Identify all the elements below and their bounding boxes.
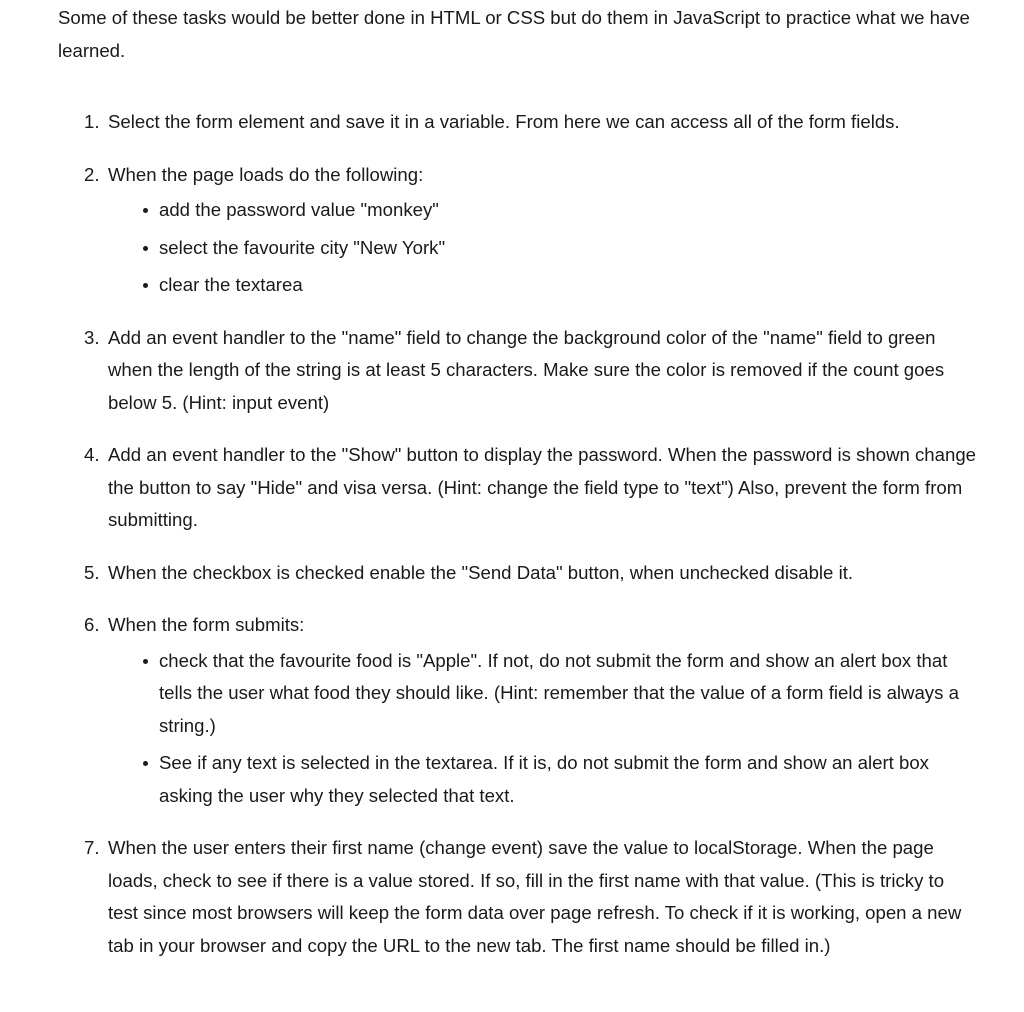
- task-text: When the user enters their first name (change event) save the value to localStorage. When the page loads, check to see if there is a value stored. If so, fill in the first name with that value. (This is tricky to test since most browsers will keep the form data over page refresh. To check if it is working, open a new tab in your browser and copy the URL to the new tab. The first name should be filled in.): [108, 837, 962, 956]
- task-item-4: [84, 439, 978, 537]
- bullet-icon: [143, 659, 148, 664]
- task-number: 6.: [84, 614, 100, 635]
- task-number: 7.: [84, 837, 100, 858]
- subtask-item: [159, 645, 969, 743]
- task-item-5: [84, 557, 978, 590]
- bullet-icon: [143, 208, 148, 213]
- task-number: 1.: [84, 111, 100, 132]
- subtask-list: [108, 645, 978, 813]
- subtask-text: See if any text is selected in the textarea. If it is, do not submit the form and show an alert box asking the user why they selected that text.: [159, 752, 929, 806]
- subtask-text: check that the favourite food is "Apple". If not, do not submit the form and show an alert box that tells the user what food they should like. (Hint: remember that the value of a form field is always a string.): [159, 649, 959, 736]
- intro-paragraph: Some of these tasks would be better done in HTML or CSS but do them in JavaScript to practice what we have learned.: [58, 7, 970, 61]
- subtask-item: [159, 232, 969, 265]
- task-list: [58, 106, 984, 962]
- task-item-1: [84, 106, 978, 139]
- task-item-6: [84, 609, 978, 812]
- subtask-item: [159, 269, 969, 302]
- task-text: Select the form element and save it in a variable. From here we can access all of the form fields.: [108, 111, 900, 132]
- subtask-item: [159, 747, 969, 812]
- subtask-item: [159, 194, 969, 227]
- task-text: Add an event handler to the "name" field to change the background color of the "name" field to green when the length of the string is at least 5 characters. Make sure the color is removed if the count goes below 5. (Hint: input event): [108, 326, 945, 413]
- task-number: 3.: [84, 326, 100, 348]
- task-item-3: [84, 322, 978, 420]
- subtask-list: [108, 194, 978, 302]
- task-item-7: [84, 832, 978, 962]
- bullet-icon: [143, 246, 148, 251]
- bullet-icon: [143, 761, 148, 766]
- subtask-text: select the favourite city "New York": [159, 236, 446, 258]
- subtask-text: clear the textarea: [159, 274, 303, 295]
- task-text: When the checkbox is checked enable the "Send Data" button, when unchecked disable it.: [108, 561, 854, 583]
- task-number: 5.: [84, 561, 100, 583]
- bullet-icon: [143, 283, 148, 288]
- task-number: 2.: [84, 163, 100, 185]
- task-text: Add an event handler to the "Show" button to display the password. When the password is shown change the button to say "Hide" and visa versa. (Hint: change the field type to "text") Also, prevent the form from submitting.: [108, 444, 977, 530]
- task-number: 4.: [84, 444, 100, 465]
- subtask-text: add the password value "monkey": [159, 199, 439, 220]
- task-text: When the page loads do the following:: [108, 163, 424, 185]
- task-text: When the form submits:: [108, 614, 305, 635]
- task-item-2: [84, 159, 978, 302]
